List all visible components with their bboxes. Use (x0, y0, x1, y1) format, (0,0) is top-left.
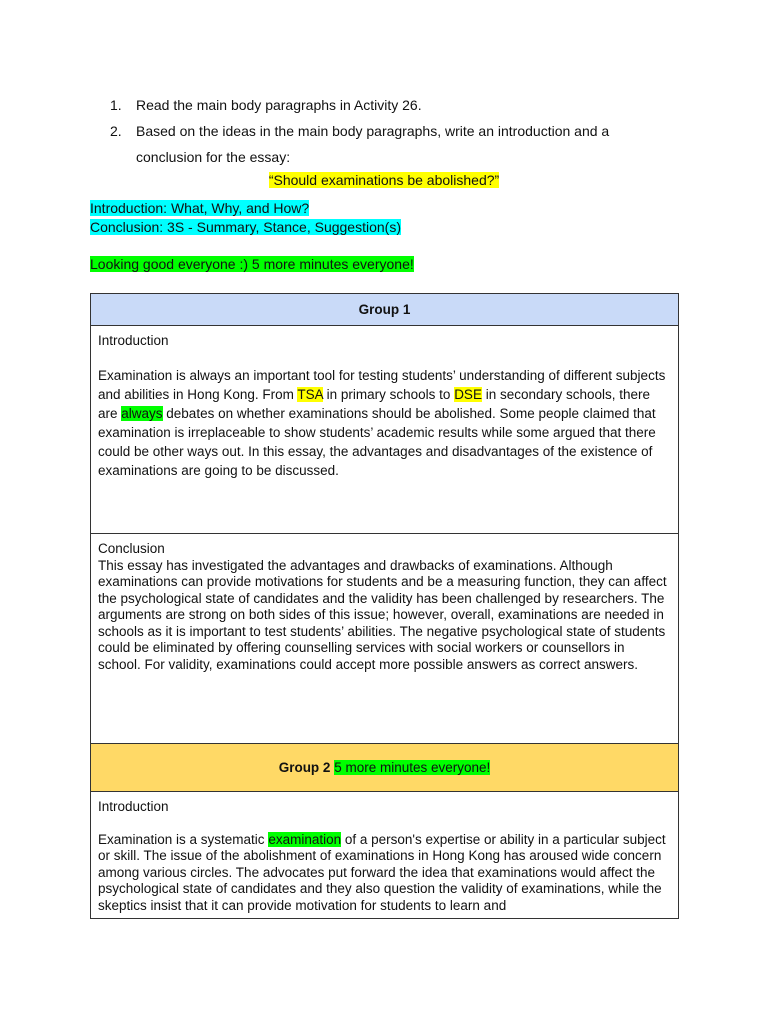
group1-conclusion-text: This essay has investigated the advantages and drawbacks of examinations. Although examinations can provide motivations for students and be a measuring function, they can affect the psychological state of candidates and the validity has been challenged by researchers. The arguments are strong on both sides of this issue; however, overall, examinations are needed in schools as it is important to test students’ abilities. The negative psychological state of students could be eliminated by offering counselling services with social workers or counsellors in school. For validity, examinations could accept more possible answers as correct answers. (98, 557, 667, 672)
group1-title: Group 1 (358, 302, 411, 317)
group1-conclusion-label: Conclusion (98, 541, 165, 556)
group1-intro-text (98, 366, 671, 480)
text-run: debates on whether examinations should be abolished. Some people claimed that examination is irreplaceable to show students’ academic results while some argued that there could be other ways out. In this essay, the advantages and disadvantages of the existence of examinations are going to be discussed. (98, 406, 656, 478)
text-run: in secondary schools, there are (98, 387, 651, 421)
list-item (110, 118, 670, 170)
highlight-dse: DSE (454, 387, 482, 402)
conclusion-note: Conclusion: 3S - Summary, Stance, Suggestion(s) (90, 219, 401, 235)
list-text: Based on the ideas in the main body paragraphs, write an introduction and a conclusion for the essay: (136, 123, 610, 165)
group2-header (91, 744, 679, 792)
text-run: Examination is a systematic (98, 831, 269, 847)
highlight-tsa: TSA (297, 387, 323, 402)
group2-intro-label: Introduction (98, 799, 169, 814)
teacher-comment: Looking good everyone :) 5 more minutes everyone! (90, 256, 414, 272)
list-item (110, 92, 670, 118)
text-run: Examination is always an important tool for testing students’ understanding of different subjects and abilities in Hong Kong. From (98, 368, 666, 402)
highlight-always: always (121, 406, 163, 421)
list-number: 2. (110, 123, 122, 139)
group1-header (91, 294, 679, 326)
list-number: 1. (110, 97, 122, 113)
highlight-examination: examination (268, 831, 342, 847)
essay-question: “Should examinations be abolished?” (268, 172, 500, 188)
structure-notes (90, 199, 401, 237)
group2-comment: 5 more minutes everyone! (334, 760, 491, 775)
list-text: Read the main body paragraphs in Activity 26. (136, 97, 422, 113)
group2-introduction-cell (91, 792, 679, 919)
teacher-comment-line (90, 256, 414, 272)
group1-introduction-cell (91, 326, 679, 534)
group2-title: Group 2 (278, 760, 331, 775)
group2-intro-text (98, 832, 671, 915)
text-run: in primary schools to (322, 387, 455, 402)
group1-intro-label: Introduction (98, 333, 169, 348)
groups-table (90, 293, 679, 919)
text-run: of a person's expertise or ability in a particular subject or skill. The issue of the abolishment of examinations in Hong Kong has aroused wide concern among various circles. The advocates put forward the idea that examinations would affect the psychological state of candidates and they also question the validity of examinations, while the skeptics insist that it can provide motivation for students to learn and (98, 831, 666, 913)
introduction-note: Introduction: What, Why, and How? (90, 200, 310, 216)
essay-question-line (0, 172, 768, 188)
group1-conclusion-cell (91, 534, 679, 744)
instruction-list (110, 92, 670, 170)
